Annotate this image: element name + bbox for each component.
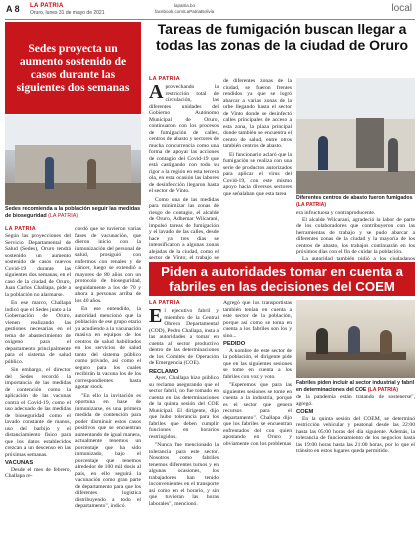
page-number: A 8 (6, 4, 20, 14)
article1-col2: de diferentes zonas de la ciudad, se fueron frentes rendidos ya que se logró abarcar a varias zonas de la urbe llegando hasta el sector de Vinto donde se desinfectó calles principales de acceso a esta zona, la plaza principal donde también se encuentra el centro de salud, entre otros también centros de abasto. El funcionario aclaró que la fumigación se realiza con una serie de productos autorizados para aplicar el virus del Covid-19, con este mismo apoyo hacia diversos sectores que señalaban que esta tarea (223, 78, 292, 197)
article2-caption-tag: (LA PATRIA) (367, 386, 398, 393)
facebook-link[interactable]: facebook.com/LaPatriaBolivia (155, 9, 215, 14)
website-link[interactable]: lapatria.bo (174, 3, 196, 8)
article2-col3: de la pandemia están tratando de sostenerse", agregó. COEM En la quinta sesión del COEM, se determinó restricción vehicular y peatonal desde las 22:00 hasta las 05:00 horas del día siguiente. Además, la tolerancia de funcionamiento de los negocios hasta las 19:00 horas hasta las 21:00 horas, por lo que el tránsito en estos lugares queda permitido. (296, 394, 415, 454)
article1-caption-tag: (LA PATRIA) (296, 201, 327, 208)
sidebar-photo (5, 115, 141, 205)
article2-col1: El ejecutivo fabril y miembro de la Central Obrera Departamental (COD), Pedro Challapa, insta a las autoridades a tomar en cuenta al sector productivo dentro de las determinaciones de los Comités de Operación de Emergencia (COE). RECLAMO Ayer, Challapa hizo público su reclamo asegurando que el sector fabril, no fue tomado en cuenta en las determinaciones de la quinta sesión del COE Municipal. El dirigente, dijo que hubo tolerancia para los fabriles que deben cumplir funciones en horarios restringidos. "Nunca fue mencionado la tolerancia para este sector. Nosotros como fabriles tenemos diferentes turnos y en algunas ocasiones, los trabajadores han tenido inconvenientes en el transporte así como en el horario, y sin que tuvieran las horas laborales", mencionó. (149, 308, 219, 507)
article2-byline: LA PATRIA (149, 300, 181, 306)
section-name: local (391, 3, 412, 14)
sidebar-col2: cordó que se tuvieron varias fases de vacunación, que dieron inicio con la inmunización del personal de salud, prosiguió con enfermos con renales y de cáncer, luego se extendió a mayores de 80 años con un protocolo de bioseguridad, seguidamente a los de 70 y ahora a personas arriba de los 40 años. En ese entendido, la autoridad mencionó que la población de ese grupo etario ya acudiendo a la vacunación masiva en equipos de los centros de salud habilitados en los servicios de salud tanto del sistema público como privado, así como el seguro para los cuales recibirán la vacuna los de los correspondientes hasta agotar stock. "En ello la invitación es oportuna en base de inmunizarse, es una primera medida de contención para poder disminuir estos casos positivos que se encuentran aumentando de igual manera, actualmente tenemos un porcentaje que ha sido inmunizado, bajo el porcentaje que tenemos alrededor de 100 mil dosis al país, en ello seguirá la vacunación como gran parte de departamento para que los diferentes logística distribuyendo a todo el departamento", indicó. (75, 226, 141, 509)
sidebar-caption: Sedes recomienda a la población seguir las medidas de bioseguridad (LA PATRIA) (5, 206, 141, 219)
header-divider (5, 19, 415, 20)
fumigation-photo (296, 78, 415, 194)
publication-date: Oruro, lunes 31 de mayo de 2021 (30, 10, 105, 16)
article1-col1: Aprovechando la restricción total de circulación, las diferentes unidades del Gobierno Autónomo Municipal de Oruro, continuaron con los procesos de fumigación de calles, centros de abasto y sectores de mucha concurrencia como una forma de apoyar las acciones de contagio del Covid-19 que está castigando con todo su rigor a la región en esta tercera ola, en esta ocasión las labores de desinfección llegaron hasta el sector de Vinto. Como una de las medidas para minimizar las zonas de riesgo de contagio, el alcalde de Oruro, Adhemar Wilcarani, impulsó tareas de fumigación y el lavado de las calles, desde hace ya tres días se intensificaron a algunas zonas alejadas de la ciudad, como el sector de Vinto; el trabajo se (149, 84, 219, 260)
sidebar-byline: LA PATRIA (5, 226, 37, 232)
meeting-photo (296, 300, 415, 378)
article1-caption: Diferentes centros de abasto fueron fumigados (LA PATRIA) (296, 195, 413, 208)
sidebar-caption-tag: (LA PATRIA) (48, 213, 79, 219)
sidebar-headline-box (5, 22, 141, 114)
article2-caption: Fabriles piden incluir al sector industrial y fabril en determinaciones del COE (LA PATRIA) (296, 380, 415, 393)
article2-headline: Piden a autoridades tomar en cuenta a fabriles en las decisiones del COEM (149, 262, 415, 296)
article1-headline: Tareas de fumigación buscan llegar a todas las zonas de la ciudad de Oruro (155, 21, 409, 53)
sidebar-headline: Sedes proyecta un aumento sostenido de casos durante las siguientes dos semanas (16, 42, 130, 94)
publication-name: LA PATRIA (30, 3, 64, 9)
article1-byline: LA PATRIA (149, 76, 181, 82)
article1-col3: era infructuosa y contraproducente. El alcalde Wilcarani, agradeció la labor de parte de los colaboradores que contribuyeron con las herramientas de trabajo y se pudo abarcar a diferentes zonas de la ciudad y la mayoría de los centros de abasto, los trabajos continuarán en los próximos días con el fin de cuidar la población. La autoridad también pidió a los ciudadanos (296, 210, 415, 260)
article2-col2: Agregó que los transportistas también tenían en cuenta a este sector de la población, porque así como se toma en cuenta a los fabriles son los y sino... PEDIDO A nombre de este sector de la población, el dirigente pide que en las siguientes sesiones se tome en cuenta a los fabriles con voz y voto. "Esperemos que para las siguientes sesiones se tome en cuenta a la industria, porque es el sector que genera recursos para el departamento". Challapa dijo que los fabriles se encuentran enfrentados del con quien apostando en Oruro y obviamente con los problemas (223, 300, 292, 447)
sidebar-col1: Según las proyecciones del Servicio Departamental de Salud (Sedes), Oruro tendrá sostenido un aumento sostenido de casos nuevos Covid-19 durante las siguientes dos semanas, en el caso de la ciudad de Oruro, Juan Carlos Challapa, pide a la población no alarmarse. En ese marco, Challapa indicó que el Sedes junto a la Gobernación de Oruro, vienen realizando las gestiones necesarias en el tema de abastecimiento de oxígeno para el departamento principalmente para el sistema de salud público. Sin embargo, el director del Sedes recordó la importancia de las medidas de contención como la aplicación de las vacunas contra el Covid-19, como el uso adecuado de las medidas de bioseguridad como el lavado constante de manos, uso del barbijo y el distanciamiento físico para que los datos establecidos crezcan a un descenso en las próximas semanas. VACUNAS Desde el mes de febrero, Challapa re- (5, 233, 71, 479)
